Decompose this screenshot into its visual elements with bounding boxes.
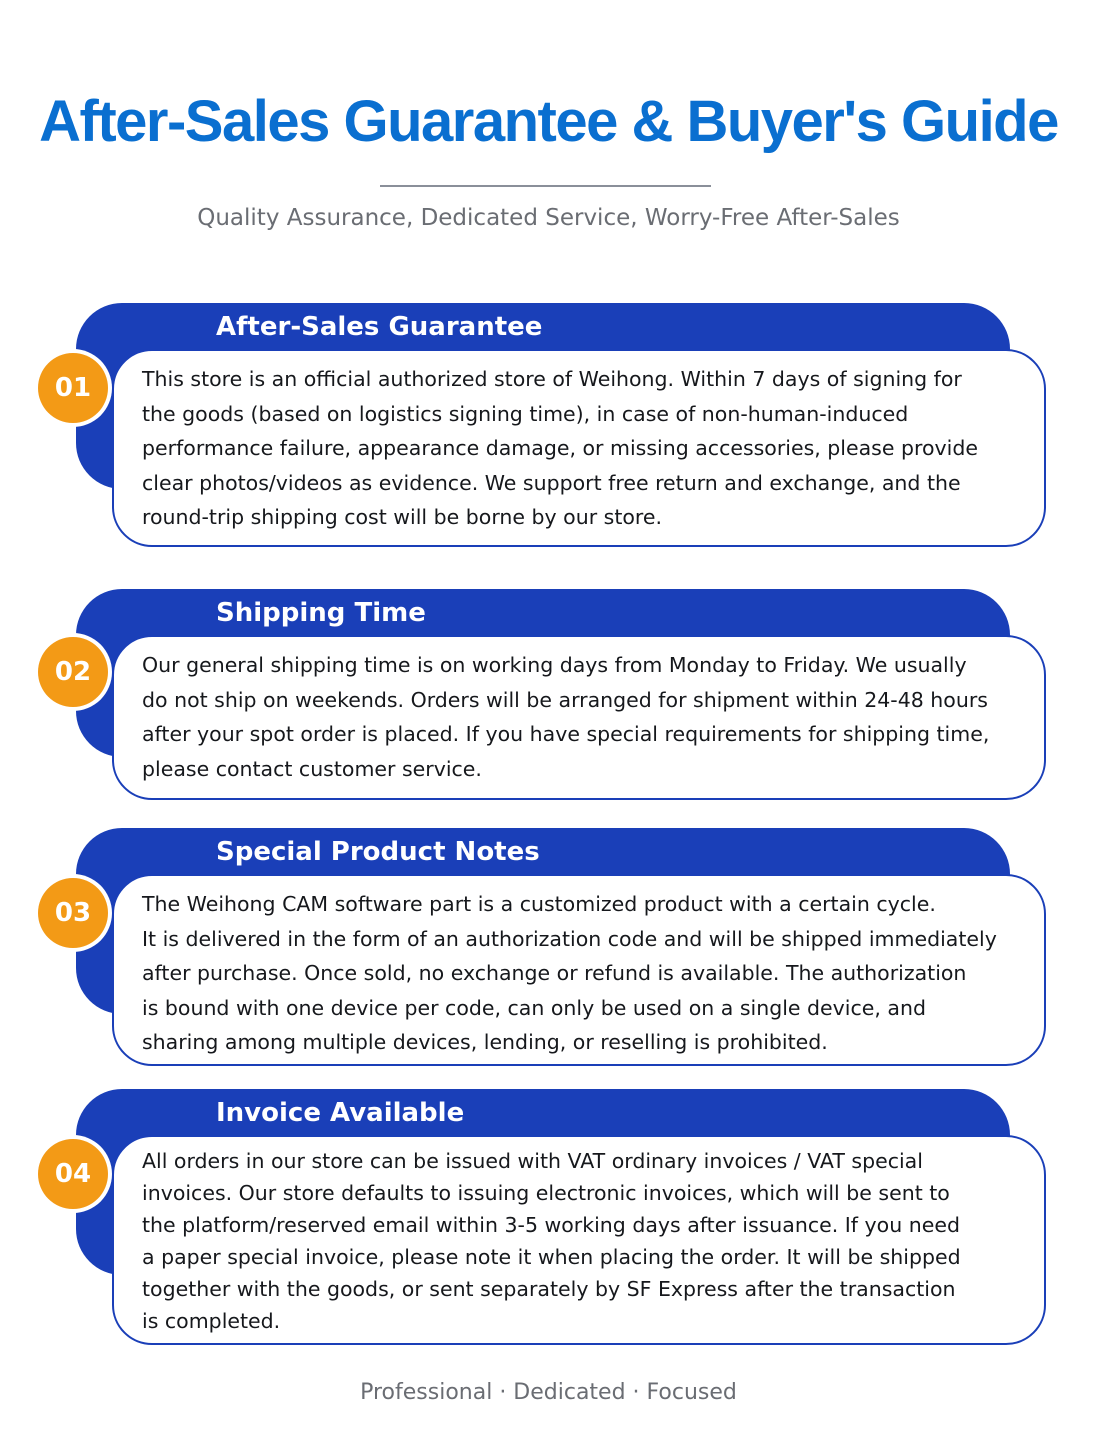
section-invoice-available (0, 1089, 1097, 1347)
section-number-badge: 04 (38, 1139, 108, 1209)
section-shipping-time (0, 589, 1097, 801)
section-card (112, 635, 1046, 800)
section-special-product-notes (0, 828, 1097, 1068)
section-card (112, 349, 1046, 547)
section-body-text: The Weihong CAM software part is a customized product with a certain cycle. It is delivered in the form of an authorization code and will be shipped immediately after purchase. Once sold, no exchange or refund is available. The authorization is bound with one device per code, can only be used on a single device, and sharing among multiple devices, lending, or reselling is prohibited. (142, 892, 997, 1054)
section-heading: Special Product Notes (216, 837, 540, 867)
section-body-text: Our general shipping time is on working days from Monday to Friday. We usually do not ship on weekends. Orders will be arranged for shipment within 24-48 hours after your spot order is placed. If you have special requirements for shipping time, please contact customer service. (142, 653, 990, 781)
section-heading: Invoice Available (216, 1098, 465, 1128)
section-heading: After-Sales Guarantee (216, 312, 543, 342)
section-card (112, 874, 1046, 1066)
section-number-badge: 03 (38, 878, 108, 948)
section-body-text: All orders in our store can be issued with VAT ordinary invoices / VAT special invoices. Our store defaults to issuing electronic invoices, which will be sent to the platform/reserved email within 3-5 working days after issuance. If you need a paper special invoice, please note it when placing the order. It will be shipped together with the goods, or sent separately by SF Express after the transaction is completed. (142, 1149, 961, 1333)
section-number-badge: 02 (38, 637, 108, 707)
title-divider (380, 185, 711, 187)
section-heading: Shipping Time (216, 598, 426, 628)
page-title: After-Sales Guarantee & Buyer's Guide (39, 89, 1058, 154)
section-after-sales-guarantee (0, 303, 1097, 549)
section-body-text: This store is an official authorized store of Weihong. Within 7 days of signing for the goods (based on logistics signing time), in case of non-human-induced performance failure, appearance damage, or missing accessories, please provide clear photos/videos as evidence. We support free return and exchange, and the round-trip shipping cost will be borne by our store. (142, 367, 978, 529)
page-subtitle: Quality Assurance, Dedicated Service, Worry-Free After-Sales (197, 205, 900, 231)
section-number-badge: 01 (38, 353, 108, 423)
section-card (112, 1135, 1046, 1345)
footer-tagline: Professional · Dedicated · Focused (360, 1380, 737, 1405)
